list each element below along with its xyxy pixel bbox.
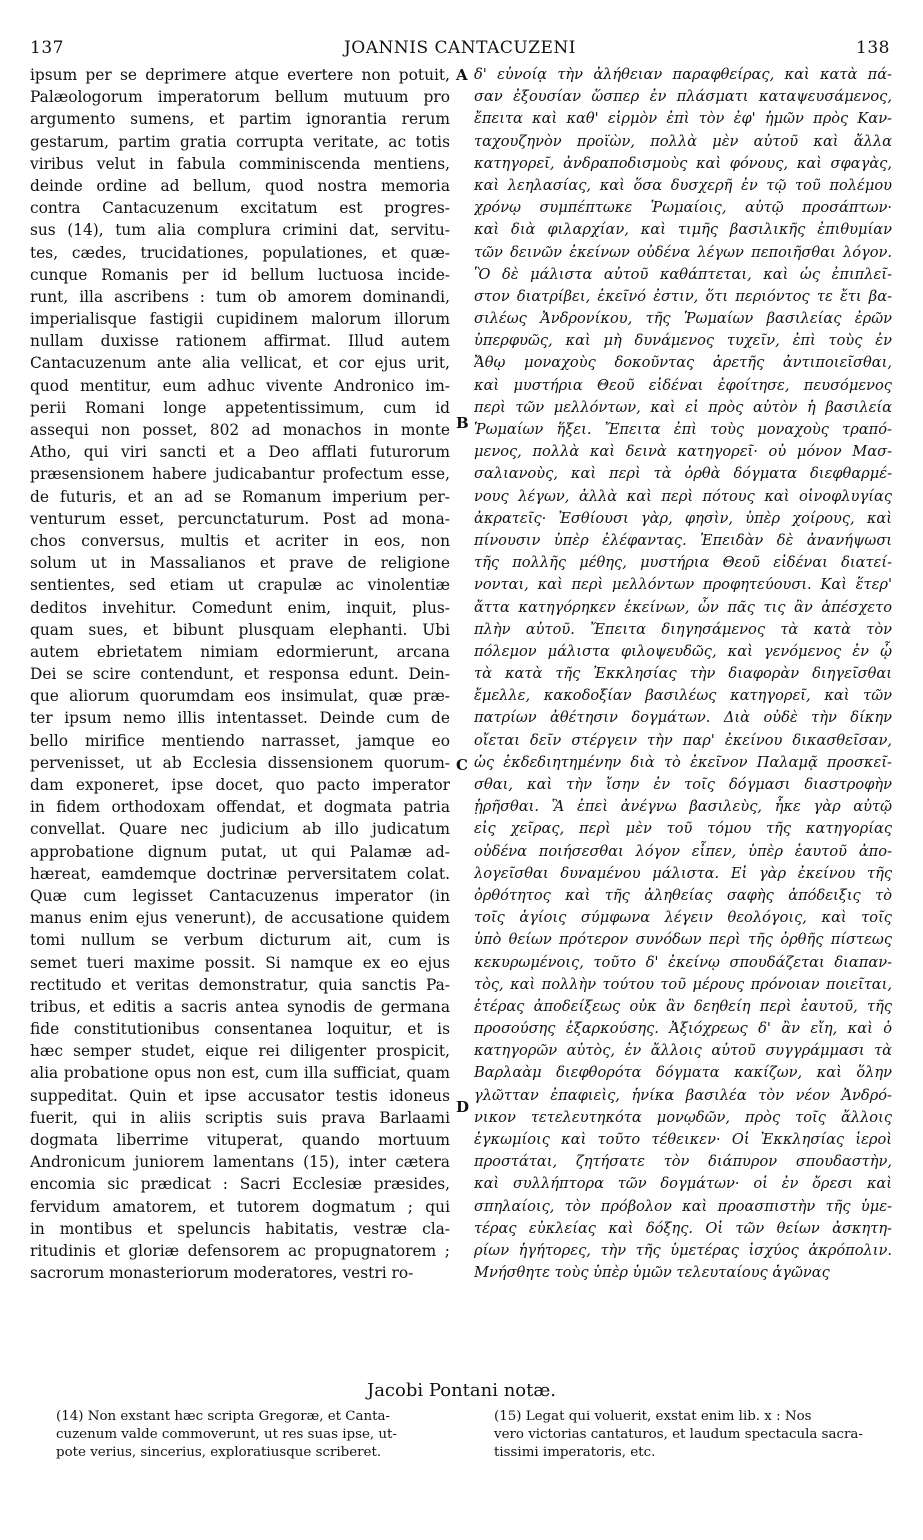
margin-letter-d: D [456,1098,470,1116]
text-line: ἀκρατεῖς· Ἐσθίουσι γὰρ, φησὶν, ὑπὲρ χοίρους, καὶ [474,509,892,527]
text-line: gestarum, partim gratia corrupta veritate, ac totis [30,132,450,151]
text-line: ἄττα κατηγόρηκεν ἐκείνων, ὧν πᾶς τις ἂν ἀπέσχετο [474,598,892,616]
text-line: quam sues, et bibunt plusquam elephanti. Ubi [30,620,450,639]
text-line: Atho, qui viri sancti et a Deo afflati futurorum [30,443,450,462]
page-number-left: 137 [30,38,64,58]
text-line: autem ebrietatem nimiam edormierunt, arcana [30,642,450,661]
text-line: sentientes, sed etiam ut crapulæ ac vinolentiæ [30,576,450,595]
text-line: hæc semper studet, eique rei diligenter prospicit, [30,1042,450,1061]
text-line: πόλεμον μάλιστα φιλοψευδῶς, καὶ γενόμενος ἐν ᾧ [474,642,892,660]
text-line: δ' εὐνοίᾳ τὴν ἀλήθειαν παραφθείρας, καὶ κατὰ πά- [474,66,892,83]
text-line: καὶ συλλήπτορα τῶν δογμάτων· οἱ ἐν ὄρεσι καὶ [474,1175,892,1193]
text-line: μενος, πολλὰ καὶ δεινὰ κατηγορεῖ· οὐ μόνον Μασ- [474,443,892,461]
text-line: pervenisset, ut ab Ecclesia dissensionem quorum- [30,753,450,772]
text-line: περὶ τῶν μελλόντων, καὶ εἰ πρὸς αὐτὸν ἡ βασιλεία [474,398,892,416]
text-line: rectitudo et veritas demonstratur, quia sanctis Pa- [30,975,450,994]
text-line: ipsum per se deprimere atque evertere non potuit, [30,66,450,84]
text-line: de futuris, et an ad se Romanum imperium per- [30,487,450,506]
footnote-15 [494,1408,894,1462]
text-line: deinde ordine ad bellum, quod nostra memoria [30,176,450,195]
text-line: ἔμελλε, κακοδοξίαν βασιλέως κατηγορεῖ, καὶ τῶν [474,687,892,705]
text-line: Dei se scire contendunt, et responsa edunt. Dein- [30,665,450,684]
text-line: (15) Legat qui voluerit, exstat enim lib. x : Nos [494,1409,812,1424]
text-line: τέρας εὐκλείας καὶ δόξης. Οἱ τῶν θείων ἀσκητη- [474,1219,892,1237]
text-line: καὶ λεηλασίας, καὶ ὅσα δυσχερῆ ἐν τῷ τοῦ πολέμου [474,176,892,194]
text-line: fide constitutionibus consentanea loquitur, et is [30,1020,450,1039]
text-line: Andronicum juniorem lamentans (15), inter cætera [30,1153,450,1172]
text-line: σπηλαίοις, τὸν πρόβολον καὶ προασπιστὴν τῆς ὑμε- [474,1197,892,1215]
text-line: cuzenum valde commoverunt, ut res suas ipse, ut- [56,1427,397,1442]
text-line: σαλιανοὺς, καὶ περὶ τὰ ὀρθὰ δόγματα διεφθαρμέ- [474,465,892,483]
text-line: προσούσης ἐξαρκούσης. Ἀξιόχρεως δ' ἂν εἴη, καὶ ὁ [474,1020,892,1038]
text-line: Quæ cum legisset Cantacuzenus imperator (in [30,886,450,905]
text-line: que aliorum quorumdam eos insimulat, quæ præ- [30,687,450,706]
text-line: ἔπειτα καὶ καθ' εἱρμὸν ἐπὶ τὸν ἐφ' ἡμῶν πρὸς Καν- [474,110,892,128]
text-line: semet tueri maxime possit. Si namque ex eo ejus [30,953,450,972]
page-header [30,38,890,62]
text-line: Palæologorum imperatorum bellum mutuum pro [30,88,450,107]
text-line: πίνουσιν ὑπὲρ ἐλέφαντας. Ἐπειδὰν δὲ ἀνανήψωσι [474,531,892,549]
text-line: chos conversus, multis et acriter in eos, non [30,531,450,550]
latin-column [30,64,450,1284]
text-line: præsensionem habere judicabantur profectum esse, [30,465,450,484]
text-line: ἐγκωμίοις καὶ τοῦτο τέθεικεν· Οἱ Ἐκκλησίας ἱεροὶ [474,1131,892,1148]
text-line: tissimi imperatoris, etc. [494,1445,656,1460]
text-line: ter ipsum nemo illis intentasset. Deinde cum de [30,709,450,728]
text-line: κατηγορῶν αὐτὸς, ἐν ἄλλοις αὐτοῦ συγγράμμασι τὰ [474,1042,892,1060]
text-line: pote verius, sincerius, exploratiusque scriberet. [56,1445,382,1460]
text-line: στον διατρίβει, ἐκεῖνό ἐστιν, ὅτι περιόντος τε ἔτι βα- [474,287,892,305]
text-line: sacrorum monasteriorum moderatores, vestri ro- [30,1264,414,1283]
text-line: in montibus et speluncis habitatis, vestræ cla- [30,1219,450,1238]
text-line: ρίων ἡγήτορες, τὴν τῆς ὑμετέρας ἰσχύος ἀκρόπολιν. [474,1241,892,1259]
text-line: nullam duxisse rationem affirmat. Illud autem [30,332,450,351]
text-line: νικον τετελευτηκότα μονῳδῶν, πρὸς τοῖς ἄλλοις [474,1108,892,1126]
margin-letter-c: C [456,756,468,774]
text-line: τῆς πολλῆς μέθης, μυστήρια Θεοῦ εἰδέναι διατεί- [474,554,892,572]
text-line: manus enim ejus venerunt), de accusatione quidem [30,909,450,928]
text-line: καὶ διὰ φιλαρχίαν, καὶ τιμῆς βασιλικῆς ἐπιθυμίαν [474,221,892,239]
text-line: Ὃ δὲ μάλιστα αὐτοῦ καθάπτεται, καὶ ὡς ἐπιπλεῖ- [474,265,892,283]
text-line: solum ut in Massalianos et prave de religione [30,554,450,573]
text-line: (14) Non exstant hæc scripta Gregoræ, et Canta- [56,1409,391,1424]
text-line: προστάται, ζητήσατε τὸν διάπυρον σπουδαστὴν, [474,1153,892,1171]
text-line: ᾑρῆσθαι. Ἃ ἐπεὶ ἀνέγνω βασιλεὺς, ἧκε γὰρ αὐτῷ [474,798,892,816]
text-line: κατηγορεῖ, ἀνδραποδισμοὺς καὶ φόνους, καὶ σφαγὰς, [474,154,892,172]
text-line: cunque Romanis per id bellum luctuosa incide- [30,265,450,284]
running-title: JOANNIS CANTACUZENI [343,38,577,58]
footnote-14 [56,1408,456,1462]
text-line: ταχουζηνὸν προϊὼν, πολλὰ μὲν αὐτοῦ καὶ ἄλλα [474,132,892,150]
text-line: in fidem orthodoxam offendat, et dogmata patria [30,798,450,817]
text-line: πατρίων ἀθέτησιν δογμάτων. Διὰ οὐδὲ τὴν δίκην [474,709,892,727]
text-line: Μνήσθητε τοὺς ὑπὲρ ὑμῶν τελευταίους ἀγῶνας [474,1264,830,1282]
text-line: contra Cantacuzenum excitatum est progres- [30,199,450,218]
text-line: νονται, καὶ περὶ μελλόντων προφητεύουσι. Καὶ ἕτερ' [474,576,892,594]
text-line: fuerit, qui in aliis scriptis suis prava Barlaami [30,1108,450,1127]
margin-letter-b: B [456,414,469,432]
margin-letter-a: A [456,66,468,84]
text-line: encomia sic prædicat : Sacri Ecclesiæ præsides, [30,1175,450,1194]
text-line: εἰς χεῖρας, περὶ μὲν τοῦ τόμου τῆς κατηγορίας [474,820,892,838]
text-line: tes, cædes, trucidationes, populationes, et quæ- [30,243,450,262]
text-line: γλῶτταν ἐπαφιεὶς, ἡνίκα βασιλέα τὸν νέον Ἀνδρό- [474,1086,892,1104]
text-line: viribus velut in fabula comminiscenda mentiens, [30,154,450,173]
text-line: sus (14), tum alia complura crimini dat, servitu- [30,221,450,240]
text-line: τῶν δεινῶν ἐκείνων οὐδένα λέγων πεποιῆσθαι λόγον. [474,243,892,261]
text-line: tribus, et editis a sacris antea synodis de germana [30,997,450,1016]
text-line: fervidum amatorem, et tutorem dogmatum ; qui [30,1197,450,1216]
text-line: σιλέως Ἀνδρονίκου, τῆς Ῥωμαίων βασιλείας ἐρῶν [474,310,892,328]
text-line: runt, illa ascribens : tum ob amorem dominandi, [30,287,450,306]
text-line: νους λέγων, ἀλλὰ καὶ περὶ πότους καὶ οἰνοφλυγίας [474,487,892,505]
text-line: approbatione dignum putat, ut qui Palamæ ad- [30,842,450,861]
text-line: τοῖς ἁγίοις σύμφωνα λέγειν θεολόγοις, καὶ τοῖς [474,909,892,927]
text-line: πλὴν αὐτοῦ. Ἔπειτα διηγησάμενος τὰ κατὰ τὸν [474,620,892,638]
text-line: ὀρθότητος καὶ τῆς ἀληθείας σαφὴς ἀπόδειξις τὸ [474,886,892,904]
page-number-right: 138 [856,38,890,58]
text-line: ὑπὸ θείων πρότερον συνόδων περὶ τῆς ὀρθῆς πίστεως [474,931,892,949]
text-line: Ἄθῳ μοναχοὺς δοκοῦντας ἀρετῆς ἀντιποιεῖσθαι, [474,354,892,372]
text-line: quod mentitur, eum adhuc vivente Andronico im- [30,376,450,395]
text-line: convellat. Quare nec judicium ab illo judicatum [30,820,450,839]
text-line: argumento sumens, et partim ignorantia rerum [30,110,450,129]
text-line: perii Romani longe appetentissimum, cum id [30,398,450,417]
text-line: suppeditat. Quin et ipse accusator testis idoneus [30,1086,450,1105]
text-line: κεκυρωμένοις, τοῦτο δ' ἐκείνῳ σπουδάζεται διαπαν- [474,953,892,971]
notes-title: Jacobi Pontani notæ. [366,1380,557,1401]
text-line: ὡς ἐκδεδιητημένην διὰ τὸ ἐκεῖνον Παλαμᾷ προσκεῖ- [474,753,892,771]
text-line: ἑτέρας ἀποδείξεως οὐκ ἂν δεηθείη περὶ ἑαυτοῦ, τῆς [474,997,892,1015]
text-line: οὐδένα ποιήσεσθαι λόγον εἶπεν, ὑπὲρ ἑαυτοῦ ἀπο- [474,842,892,860]
text-line: λογεῖσθαι δυναμένου μάλιστα. Εἰ γὰρ ἐκείνου τῆς [474,864,892,882]
text-line: imperialisque fastigii cupidinem malorum illorum [30,310,450,329]
text-line: dogmata liberrime vituperat, quando mortuum [30,1131,450,1149]
text-line: Βαρλαὰμ διεφθορότα δόγματα κακίζων, καὶ ὅλην [474,1064,892,1082]
text-line: καὶ μυστήρια Θεοῦ εἰδέναι ἐφοίτησε, πευσόμενος [474,376,892,394]
greek-column [474,64,892,1284]
text-line: assequi non posset, 802 ad monachos in monte [30,421,450,439]
text-line: ὑπερφυῶς, καὶ μὴ δυνάμενος τυχεῖν, ἐπὶ τοὺς ἐν [474,332,892,350]
text-line: σθαι, καὶ τὴν ἴσην ἐν τοῖς δόγμασι διαστροφὴν [474,776,892,793]
text-line: τὰ κατὰ τῆς Ἐκκλησίας τὴν διαφορὰν διηγεῖσθαι [474,665,892,683]
text-line: οἴεται δεῖν στέργειν τὴν παρ' ἐκείνου δικασθεῖσαν, [474,731,892,749]
text-line: tomi nullum se verbum dicturum ait, cum is [30,931,450,950]
text-line: τὸς, καὶ πολλὴν τούτου τοῦ μέρους πρόνοιαν ποιεῖται, [474,975,892,993]
text-line: bello mirifice mentiendo narrasset, jamque eo [30,731,450,750]
text-line: ritudinis et gloriæ defensorem ac propugnatorem ; [30,1241,450,1260]
text-line: alia probatione opus non est, cum illa sufficiat, quam [30,1064,450,1083]
text-line: deditos invehitur. Comedunt enim, inquit, plus- [30,598,450,617]
text-line: venturum esset, percunctaturum. Post ad mona- [30,509,450,528]
text-line: χρόνῳ συμπέπτωκε Ῥωμαίοις, αὐτῷ προσάπτων· [474,199,892,217]
text-line: Ῥωμαίων ἥξει. Ἔπειτα ἐπὶ τοὺς μοναχοὺς τραπό- [474,421,892,438]
text-line: vero victorias cantaturos, et laudum spectacula sacra- [494,1427,863,1442]
text-line: Cantacuzenum ante alia vellicat, et cor ejus urit, [30,354,450,373]
text-line: dam exponeret, ipse docet, quo pacto imperator [30,776,450,794]
text-line: σαν ἐξουσίαν ὥσπερ ἐν πλάσματι καταψευσάμενος, [474,88,892,106]
text-line: hæreat, eamdemque doctrinæ perversitatem colat. [30,864,450,883]
